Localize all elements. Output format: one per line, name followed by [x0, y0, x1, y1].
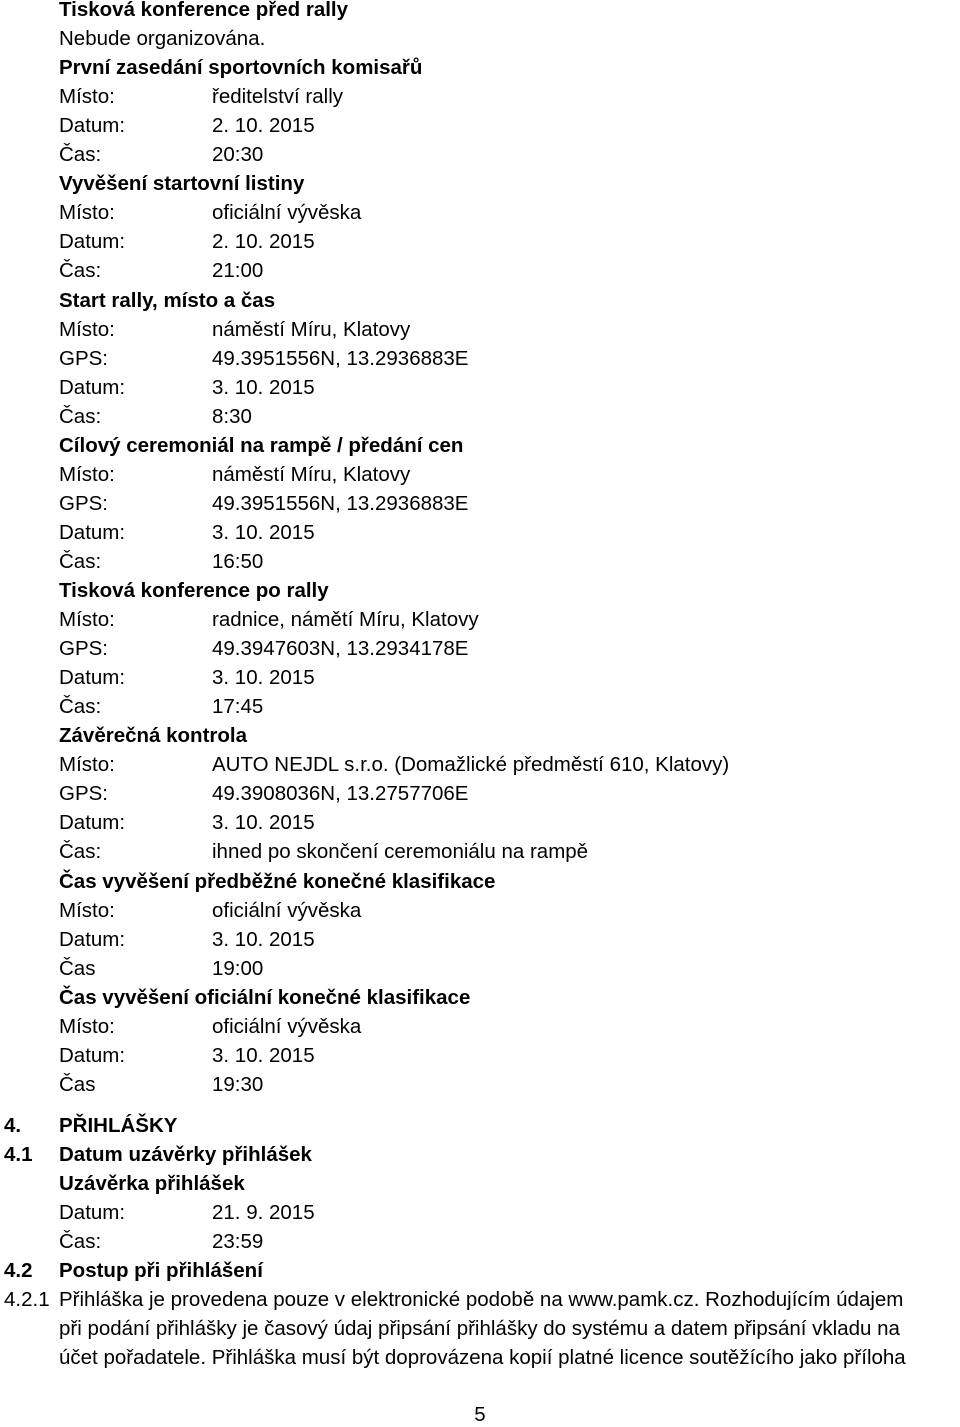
schedule-heading: Tisková konference po rally	[59, 579, 329, 602]
row-label: GPS:	[59, 491, 108, 515]
row-label: Datum:	[59, 230, 126, 254]
row-value: 16:50	[212, 549, 264, 573]
row-value: 8:30	[212, 404, 252, 428]
deadline-date-label: Datum:	[59, 1201, 126, 1224]
row-label: Datum:	[59, 114, 126, 138]
row-label: Datum:	[59, 1043, 126, 1067]
section-4-number: 4.	[4, 1114, 22, 1137]
row-value: Nebude organizována.	[59, 27, 266, 51]
row-label: Čas:	[59, 259, 102, 283]
section-4-1-title: Datum uzávěrky přihlášek	[59, 1143, 312, 1166]
row-label: Datum:	[59, 666, 126, 690]
row-label: Místo:	[59, 608, 115, 632]
row-label: Datum:	[59, 375, 126, 399]
section-4-2-1-number: 4.2.1	[4, 1288, 50, 1311]
row-label: GPS:	[59, 782, 108, 806]
row-value: AUTO NEJDL s.r.o. (Domažlické předměstí 610, Klatovy)	[212, 753, 730, 777]
row-label: Čas:	[59, 549, 102, 573]
schedule-heading: První zasedání sportovních komisařů	[59, 56, 423, 80]
row-label: Čas:	[59, 695, 102, 719]
row-value: 19:00	[212, 956, 264, 980]
row-value: 3. 10. 2015	[212, 811, 315, 835]
row-label: Čas:	[59, 143, 102, 167]
section-4-2-number: 4.2	[4, 1259, 33, 1282]
row-value: 49.3951556N, 13.2936883E	[212, 346, 469, 370]
row-value: 21:00	[212, 259, 264, 283]
row-label: GPS:	[59, 346, 108, 370]
row-label: Datum:	[59, 520, 126, 544]
row-label: Místo:	[59, 753, 115, 777]
row-value: 20:30	[212, 143, 264, 167]
schedule-heading: Start rally, místo a čas	[59, 288, 276, 312]
row-value: 3. 10. 2015	[212, 1043, 315, 1067]
row-label: Datum:	[59, 927, 126, 951]
section-4-1-subtitle: Uzávěrka přihlášek	[59, 1172, 245, 1195]
page-number: 5	[474, 1403, 486, 1426]
row-value: 17:45	[212, 695, 264, 719]
paragraph-line: Přihláška je provedena pouze v elektronické podobě na www.pamk.cz. Rozhodujícím údajem	[59, 1288, 904, 1311]
row-value: 3. 10. 2015	[212, 927, 315, 951]
row-value: náměstí Míru, Klatovy	[212, 462, 411, 486]
row-value: 49.3951556N, 13.2936883E	[212, 491, 469, 515]
row-value: ihned po skončení ceremoniálu na rampě	[212, 840, 589, 864]
row-value: 2. 10. 2015	[212, 114, 315, 138]
paragraph-line: účet pořadatele. Přihláška musí být doprovázena kopií platné licence soutěžícího jako příloha	[59, 1346, 906, 1369]
section-4-2-title: Postup při přihlášení	[59, 1259, 263, 1282]
row-label: Místo:	[59, 462, 115, 486]
schedule-heading: Čas vyvěšení oficiální konečné klasifikace	[59, 985, 471, 1009]
row-label: Místo:	[59, 898, 115, 922]
row-value: 49.3947603N, 13.2934178E	[212, 637, 469, 661]
row-value: 3. 10. 2015	[212, 375, 315, 399]
row-value: 49.3908036N, 13.2757706E	[212, 782, 469, 806]
schedule-heading: Vyvěšení startovní listiny	[59, 172, 305, 196]
row-value: 2. 10. 2015	[212, 230, 315, 254]
row-value: 3. 10. 2015	[212, 666, 315, 690]
row-label: Datum:	[59, 811, 126, 835]
deadline-date-value: 21. 9. 2015	[212, 1201, 315, 1224]
row-label: Místo:	[59, 201, 115, 225]
schedule-heading: Cílový ceremoniál na rampě / předání cen	[59, 433, 464, 457]
row-value: oficiální vývěska	[212, 898, 362, 922]
row-value: oficiální vývěska	[212, 1014, 362, 1038]
paragraph-line: při podání přihlášky je časový údaj připsání přihlášky do systému a datem připsání vkladu na	[59, 1317, 900, 1340]
row-value: 3. 10. 2015	[212, 520, 315, 544]
deadline-time-label: Čas:	[59, 1230, 102, 1253]
section-4-1-number: 4.1	[4, 1143, 33, 1166]
row-label: GPS:	[59, 637, 108, 661]
deadline-time-value: 23:59	[212, 1230, 264, 1253]
row-value: ředitelství rally	[212, 85, 344, 109]
row-value: 19:30	[212, 1072, 264, 1096]
row-value: radnice, námětí Míru, Klatovy	[212, 608, 479, 632]
row-label: Čas:	[59, 840, 102, 864]
row-label: Místo:	[59, 317, 115, 341]
schedule-heading: Čas vyvěšení předběžné konečné klasifikace	[59, 869, 496, 893]
row-label: Místo:	[59, 1014, 115, 1038]
row-label: Místo:	[59, 85, 115, 109]
row-value: náměstí Míru, Klatovy	[212, 317, 411, 341]
schedule-heading: Tisková konference před rally	[59, 0, 349, 21]
schedule-heading: Závěrečná kontrola	[59, 724, 247, 748]
section-4-title: PŘIHLÁŠKY	[59, 1114, 178, 1137]
row-label: Čas:	[59, 404, 102, 428]
row-value: oficiální vývěska	[212, 201, 362, 225]
row-label: Čas	[59, 1072, 96, 1096]
row-label: Čas	[59, 956, 96, 980]
